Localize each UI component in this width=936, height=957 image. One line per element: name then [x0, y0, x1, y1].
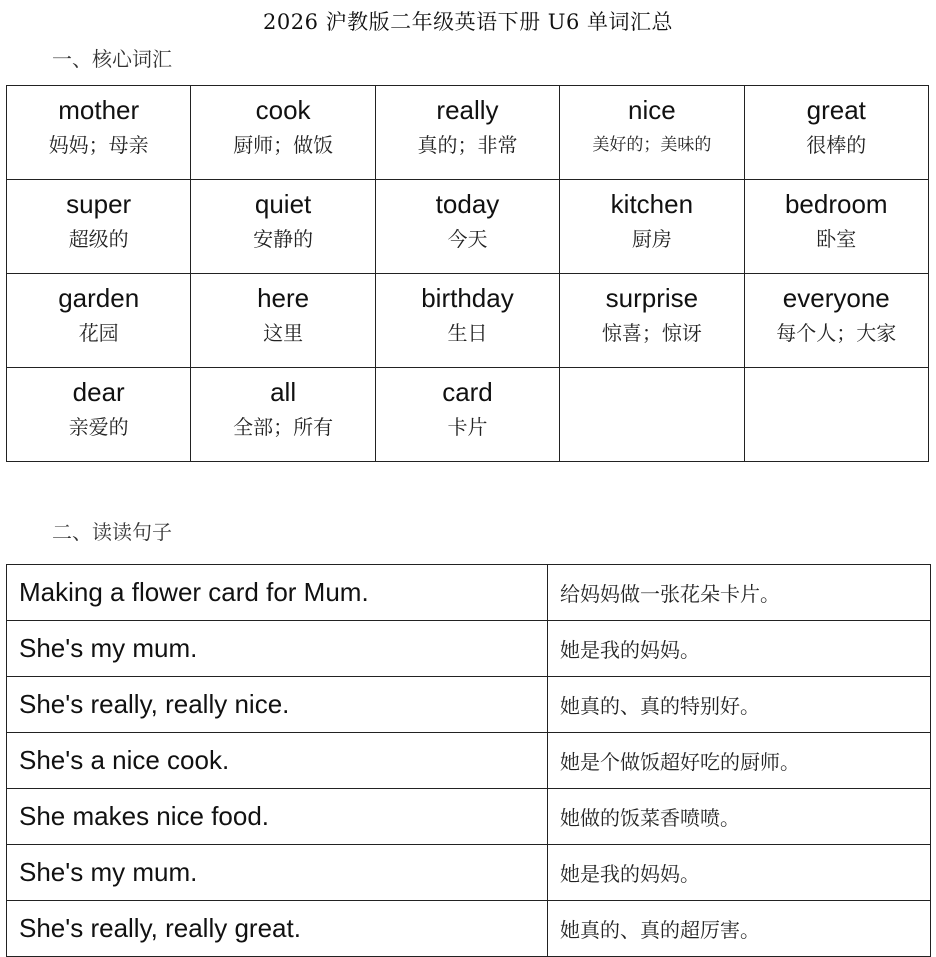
vocab-word: kitchen — [610, 189, 694, 219]
vocab-row — [7, 274, 929, 368]
vocab-meaning: 生日 — [447, 321, 488, 345]
vocab-meaning: 超级的 — [68, 227, 129, 251]
section-heading-read-sentences: 二、读读句子 — [52, 520, 172, 544]
vocab-cell — [560, 180, 744, 274]
vocab-cell — [7, 86, 191, 180]
vocab-meaning: 卡片 — [447, 415, 488, 439]
vocab-cell — [560, 86, 744, 180]
vocab-cell — [560, 274, 744, 368]
sentence-chinese: 她真的、真的特别好。 — [548, 677, 931, 733]
vocab-word: birthday — [421, 283, 514, 313]
sentence-chinese: 她是我的妈妈。 — [548, 845, 931, 901]
sentence-chinese: 给妈妈做一张花朵卡片。 — [548, 565, 931, 621]
document-title: 2026 沪教版二年级英语下册 U6 单词汇总 — [262, 10, 674, 34]
vocab-cell — [191, 274, 375, 368]
vocab-word: mother — [58, 95, 140, 125]
vocab-meaning: 美好的；美味的 — [592, 135, 712, 155]
vocab-word: here — [257, 283, 310, 313]
vocab-word: nice — [628, 95, 676, 125]
vocab-row — [7, 86, 929, 180]
sentence-chinese: 她真的、真的超厉害。 — [548, 901, 931, 957]
sentence-english: She's really, really great. — [7, 901, 548, 957]
vocab-cell-empty — [560, 368, 744, 462]
sentence-table — [6, 564, 931, 957]
vocab-cell — [191, 368, 375, 462]
sentence-row — [7, 733, 931, 789]
vocab-meaning: 每个人；大家 — [776, 321, 897, 345]
vocab-cell-empty — [744, 368, 928, 462]
vocab-cell — [375, 274, 559, 368]
sentence-row — [7, 677, 931, 733]
vocab-word: quiet — [254, 189, 312, 219]
vocab-cell — [375, 180, 559, 274]
sentence-english: Making a flower card for Mum. — [7, 565, 548, 621]
vocab-word: really — [436, 95, 499, 125]
vocab-word: garden — [58, 283, 140, 313]
vocab-meaning: 妈妈；母亲 — [48, 133, 149, 157]
vocab-cell — [375, 368, 559, 462]
sentence-english: She's a nice cook. — [7, 733, 548, 789]
vocab-word: everyone — [782, 283, 890, 313]
vocab-meaning: 惊喜；惊讶 — [601, 321, 702, 345]
vocab-cell — [744, 274, 928, 368]
vocab-meaning: 厨房 — [631, 227, 672, 251]
vocab-meaning: 今天 — [447, 227, 488, 251]
sentence-chinese: 她是个做饭超好吃的厨师。 — [548, 733, 931, 789]
vocab-meaning: 安静的 — [253, 227, 314, 251]
vocab-cell — [375, 86, 559, 180]
vocab-word: all — [270, 377, 297, 407]
sentence-row — [7, 789, 931, 845]
vocab-cell — [7, 368, 191, 462]
sentence-row — [7, 621, 931, 677]
vocab-cell — [744, 86, 928, 180]
vocab-meaning: 这里 — [263, 321, 304, 345]
vocab-cell — [7, 274, 191, 368]
vocab-word: bedroom — [784, 189, 888, 219]
vocab-cell — [7, 180, 191, 274]
vocab-word: dear — [72, 377, 125, 407]
vocab-word: surprise — [605, 283, 699, 313]
sentence-english: She makes nice food. — [7, 789, 548, 845]
section-heading-core-vocabulary: 一、核心词汇 — [52, 47, 172, 71]
vocab-word: cook — [255, 95, 311, 125]
sentence-chinese: 她是我的妈妈。 — [548, 621, 931, 677]
vocab-meaning: 亲爱的 — [68, 415, 129, 439]
vocab-cell — [191, 180, 375, 274]
vocab-meaning: 花园 — [78, 321, 119, 345]
sentence-row — [7, 901, 931, 957]
vocab-word: great — [806, 95, 866, 125]
vocab-meaning: 真的；非常 — [417, 133, 518, 157]
sentence-row — [7, 845, 931, 901]
vocab-word: super — [66, 189, 132, 219]
vocab-meaning: 很棒的 — [806, 133, 867, 157]
vocab-word: card — [442, 377, 493, 407]
vocabulary-table — [6, 85, 929, 462]
vocab-word: today — [435, 189, 500, 219]
vocab-row — [7, 368, 929, 462]
vocab-row — [7, 180, 929, 274]
sentence-chinese: 她做的饭菜香喷喷。 — [548, 789, 931, 845]
sentence-english: She's my mum. — [7, 845, 548, 901]
vocab-meaning: 厨师；做饭 — [233, 133, 334, 157]
vocab-cell — [191, 86, 375, 180]
sentence-english: She's really, really nice. — [7, 677, 548, 733]
vocab-meaning: 卧室 — [816, 227, 857, 251]
vocab-cell — [744, 180, 928, 274]
sentence-english: She's my mum. — [7, 621, 548, 677]
sentence-row — [7, 565, 931, 621]
vocab-meaning: 全部；所有 — [233, 415, 334, 439]
